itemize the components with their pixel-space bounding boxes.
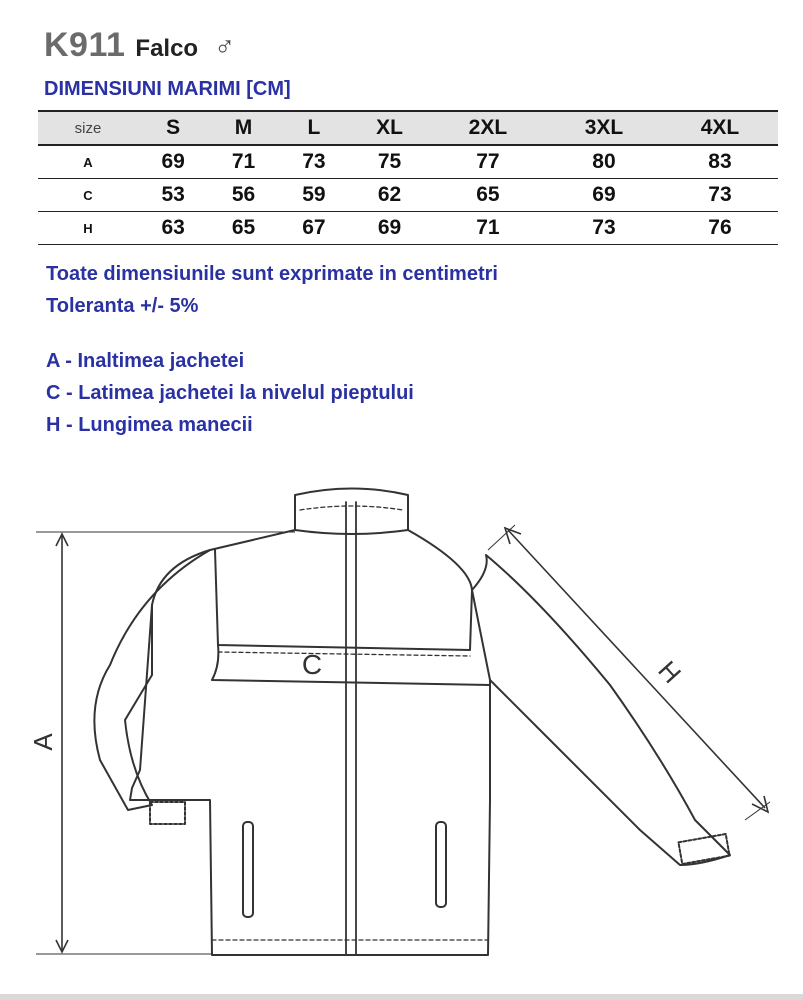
- table-cell: 69: [546, 179, 662, 212]
- table-cell: 69: [349, 212, 430, 245]
- table-cell: 73: [662, 179, 778, 212]
- measure-a-line: [36, 532, 295, 954]
- table-cell: 65: [430, 179, 546, 212]
- legend-item-c: C - Latimea jachetei la nivelul pieptului: [46, 382, 414, 404]
- legend-item-h: H - Lungimea manecii: [46, 414, 253, 436]
- jacket-zipper: [346, 502, 356, 955]
- size-header-cell: 2XL: [430, 111, 546, 145]
- table-cell: 73: [546, 212, 662, 245]
- legend-item-a: A - Inaltimea jachetei: [46, 350, 245, 372]
- product-code: K911: [44, 26, 126, 64]
- row-label: H: [38, 212, 138, 245]
- right-pocket: [436, 822, 446, 907]
- table-cell: 76: [662, 212, 778, 245]
- table-cell: 69: [138, 145, 208, 179]
- bottom-divider: [0, 994, 803, 1000]
- row-label: C: [38, 179, 138, 212]
- jacket-right-sleeve: [472, 555, 730, 865]
- jacket-collar: [295, 489, 408, 535]
- size-header-cell: L: [279, 111, 349, 145]
- measure-c-label: C: [301, 649, 323, 680]
- table-cell: 71: [430, 212, 546, 245]
- table-cell: 73: [279, 145, 349, 179]
- right-cuff: [678, 834, 729, 864]
- table-cell: 59: [279, 179, 349, 212]
- male-symbol-icon: ♂: [214, 31, 236, 62]
- tolerance-note: Toleranta +/- 5%: [46, 295, 199, 317]
- size-header-cell: 4XL: [662, 111, 778, 145]
- size-header-cell: 3XL: [546, 111, 662, 145]
- product-title: [44, 26, 235, 66]
- size-header-row: [38, 111, 778, 145]
- size-header-label: size: [38, 111, 138, 145]
- measure-a-label: A: [28, 733, 58, 751]
- table-row: [38, 212, 778, 245]
- measurement-notes: [46, 258, 498, 322]
- table-cell: 56: [208, 179, 278, 212]
- table-cell: 83: [662, 145, 778, 179]
- table-row: [38, 145, 778, 179]
- table-cell: 63: [138, 212, 208, 245]
- left-pocket: [243, 822, 253, 917]
- table-cell: 67: [279, 212, 349, 245]
- table-row: [38, 179, 778, 212]
- measure-h-line: [488, 525, 770, 820]
- table-cell: 75: [349, 145, 430, 179]
- size-table: [38, 110, 778, 245]
- jacket-left-sleeve: [94, 550, 210, 810]
- table-cell: 62: [349, 179, 430, 212]
- table-cell: 77: [430, 145, 546, 179]
- left-cuff: [150, 802, 185, 824]
- product-name: Falco: [135, 35, 199, 62]
- table-cell: 65: [208, 212, 278, 245]
- size-header-cell: M: [208, 111, 278, 145]
- table-cell: 80: [546, 145, 662, 179]
- table-cell: 53: [138, 179, 208, 212]
- row-label: A: [38, 145, 138, 179]
- size-header-cell: S: [138, 111, 208, 145]
- size-header-cell: XL: [349, 111, 430, 145]
- table-cell: 71: [208, 145, 278, 179]
- jacket-diagram: [0, 470, 803, 990]
- size-chart-heading: DIMENSIUNI MARIMI [CM]: [44, 78, 291, 100]
- measurement-legend: [46, 345, 414, 441]
- measure-h-label: H: [652, 654, 688, 689]
- units-note: Toate dimensiunile sunt exprimate in centimetri: [46, 263, 498, 285]
